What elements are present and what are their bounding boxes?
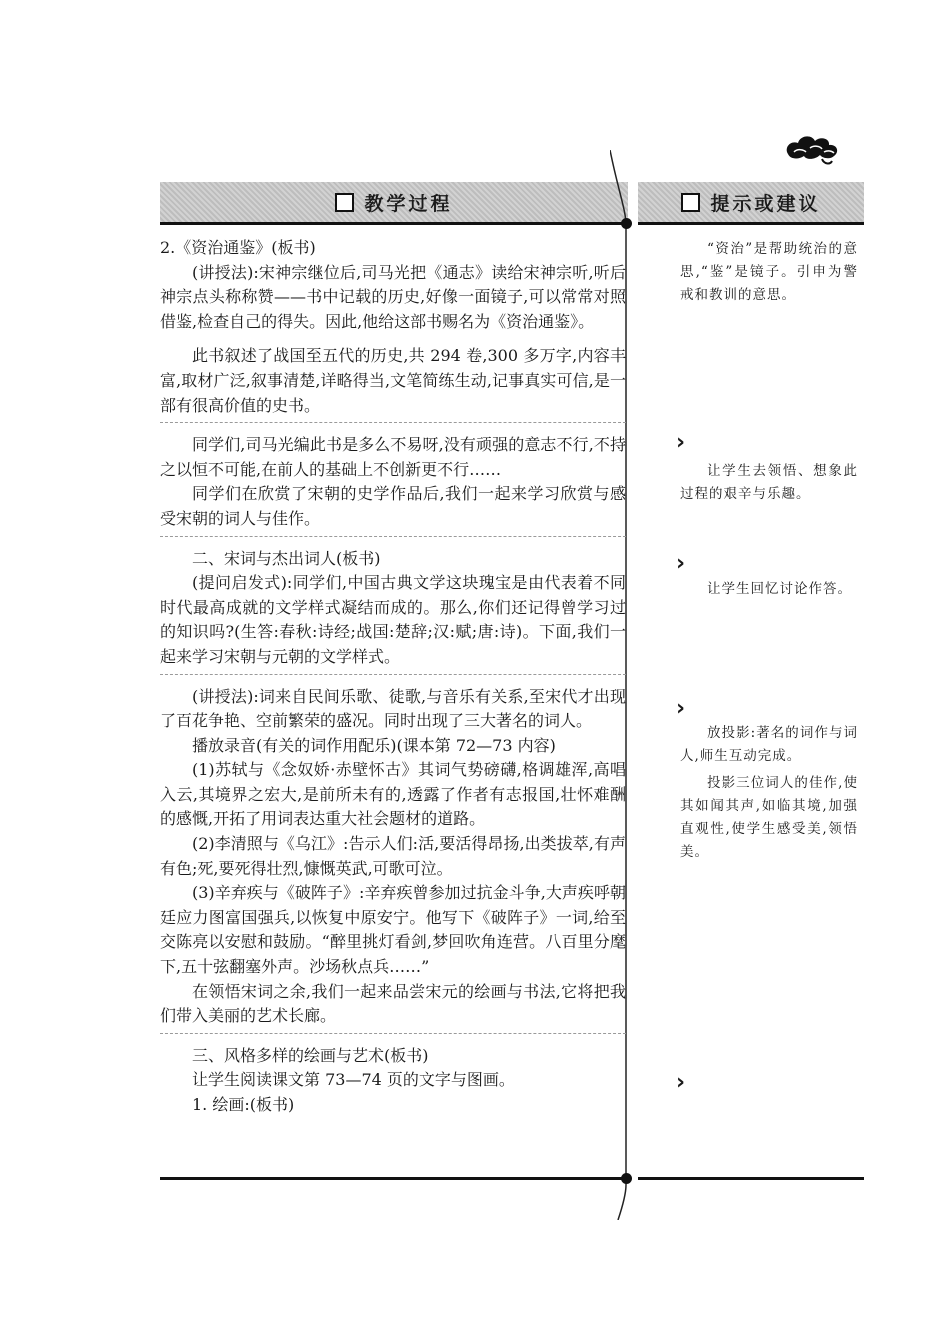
- chevron-right-icon: ›: [676, 430, 686, 455]
- paragraph: (讲授法):宋神宗继位后,司马光把《通志》读给宋神宗听,听后神宗点头称称赞——书中记载的历史,好像一面镜子,可以常常对照借鉴,检查自己的得失。因此,他给这部书赐名为《资治通鉴》。: [160, 262, 626, 331]
- tips-header: [638, 182, 864, 225]
- teaching-process-header: [160, 182, 628, 225]
- tip-note-2: [680, 460, 858, 506]
- tips-title: 提示或建议: [710, 192, 821, 215]
- tip-text: 让学生去领悟、想象此过程的艰辛与乐趣。: [680, 463, 858, 502]
- chevron-right-icon: ›: [676, 696, 686, 721]
- paragraph: (提问启发式):同学们,中国古典文学这块瑰宝是由代表着不同时代最高成就的文学样式凝结而成的。那么,你们还记得曾学习过的知识吗?(生答:春秋:诗经;战国:楚辞;汉:赋;唐:诗)。下面,我们一起来学习宋朝与元朝的文学样式。: [160, 573, 626, 666]
- tip-text: 放投影:著名的词作与词人,师生互动完成。: [680, 725, 858, 764]
- paragraph: 此书叙述了战国至五代的历史,共 294 卷,300 多万字,内容丰富,取材广泛,叙事清楚,详略得当,文笔简练生动,记事真实可信,是一部有很高价值的史书。: [160, 346, 626, 415]
- paragraph: (1)苏轼与《念奴娇·赤壁怀古》其词气势磅礴,格调雄浑,高唱入云,其境界之宏大,是前所未有的,透露了作者有志报国,壮怀难酬的感慨,开拓了用词表达重大社会题材的道路。: [160, 760, 626, 829]
- dashed-separator: [160, 422, 626, 423]
- checkbox-square-icon: [335, 193, 354, 212]
- paragraph: (3)辛弃疾与《破阵子》:辛弃疾曾参加过抗金斗争,大声疾呼朝廷应力图富国强兵,以恢复中原安宁。他写下《破阵子》一词,给至交陈亮以安慰和鼓励。“醉里挑灯看剑,梦回吹角连营。八百里分麾下,五十弦翻塞外声。沙场秋点兵……”: [160, 883, 626, 977]
- cloud-ornament-icon: [782, 130, 842, 168]
- chevron-right-icon: ›: [676, 551, 686, 576]
- tip-note-1: [680, 238, 858, 307]
- teaching-process-content: [160, 236, 626, 1118]
- tip-text: 让学生回忆讨论作答。: [707, 581, 852, 597]
- paragraph: 同学们,司马光编此书是多么不易呀,没有顽强的意志不行,不持之以恒不可能,在前人的基础上不创新更不行……: [160, 435, 626, 479]
- dashed-separator: [160, 536, 626, 537]
- paragraph: 让学生阅读课文第 73—74 页的文字与图画。: [192, 1070, 515, 1090]
- bottom-rule-left: [160, 1177, 624, 1180]
- tip-note-4: [680, 722, 858, 864]
- divider-dot-top: [621, 218, 632, 229]
- section-heading: 2.《资治通鉴》(板书): [160, 238, 316, 257]
- dashed-separator: [160, 1033, 626, 1034]
- checkbox-square-icon: [681, 193, 700, 212]
- section-heading: 二、宋词与杰出词人(板书): [192, 548, 381, 568]
- paragraph: 同学们在欣赏了宋朝的史学作品后,我们一起来学习欣赏与感受宋朝的词人与佳作。: [160, 484, 626, 528]
- paragraph: 1. 绘画:(板书): [192, 1095, 295, 1114]
- tip-text: 投影三位词人的佳作,使其如闻其声,如临其境,加强直观性,使学生感受美,领悟美。: [680, 775, 858, 860]
- teaching-process-title: 教学过程: [364, 192, 453, 215]
- paragraph: (2)李清照与《乌江》:告示人们:活,要活得昂扬,出类拔萃,有声有色;死,要死得壮烈,慷慨英武,可歌可泣。: [160, 834, 626, 878]
- tip-note-3: [680, 578, 858, 601]
- tip-text: “资治”是帮助统治的意思,“鉴”是镜子。引申为警戒和教训的意思。: [680, 241, 858, 303]
- section-heading: 三、风格多样的绘画与艺术(板书): [192, 1045, 429, 1065]
- bottom-rule-right: [638, 1177, 864, 1180]
- paragraph: 在领悟宋词之余,我们一起来品尝宋元的绘画与书法,它将把我们带入美丽的艺术长廊。: [160, 981, 626, 1026]
- paragraph: (讲授法):词来自民间乐歌、徒歌,与音乐有关系,至宋代才出现了百花争艳、空前繁荣的盛况。同时出现了三大著名的词人。: [160, 686, 626, 731]
- paragraph: 播放录音(有关的词作用配乐)(课本第 72—73 内容): [192, 735, 556, 755]
- chevron-right-icon: ›: [676, 1070, 686, 1095]
- dashed-separator: [160, 674, 626, 675]
